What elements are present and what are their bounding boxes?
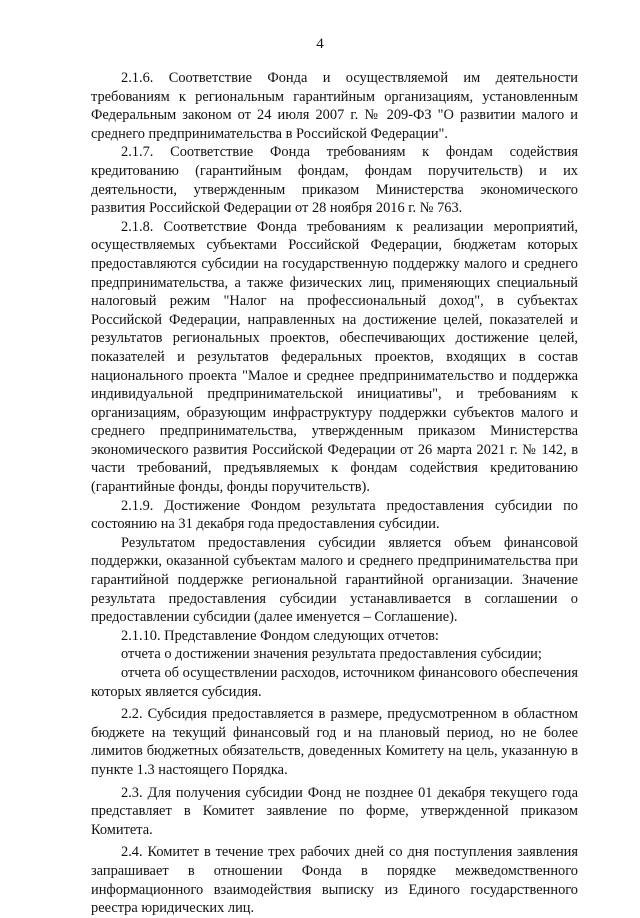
paragraph-2-1-7: 2.1.7. Соответствие Фонда требованиям к фондам содействия кредитованию (гарантийным фондам, фондам поручительств) и их деятельности, утвержденным приказом Министерства экономического развития Российской Федерации от 28 ноября 2016 г. № 763. [91,144,578,217]
paragraph-2-1-6: 2.1.6. Соответствие Фонда и осуществляемой им деятельности требованиям к региональным гарантийным организациям, установленным Федеральным законом от 24 июля 2007 г. № 209-ФЗ "О развитии малого и среднего предпринимательства в Российской Федерации". [91,70,578,142]
paragraph-2-1-9: 2.1.9. Достижение Фондом результата предоставления субсидии по состоянию на 31 декабря года предоставления субсидии. [91,497,578,533]
paragraph-report-1: отчета о достижении значения результата предоставления субсидии; [121,646,542,663]
paragraph-2-2: 2.2. Субсидия предоставляется в размере, предусмотренном в областном бюджете на текущий финансовый год и на плановый период, но не более лимитов бюджетных обязательств, доведенных Комитету на цель, указанную в пункте 1.3 настоящего Порядка. [91,706,578,778]
page-number: 4 [316,36,324,52]
paragraph-2-1-8: 2.1.8. Соответствие Фонда требованиям к реализации мероприятий, осуществляемых субъектами Российской Федерации, бюджетам которых предоставляются субсидии на государственную поддержку малого и среднего предпринимательства, а также физических лиц, применяющих специальный налоговый режим "Налог на профессиональный доход", в субъектах Российской Федерации, направленных на достижение целей, показателей и результатов региональных проектов, обеспечивающих достижение целей, показателей и результатов федеральных проектов, входящих в состав национального проекта "Малое и среднее предпринимательство и поддержка индивидуальной предпринимательской инициативы", и требованиям к организациям, образующим инфраструктуру поддержки субъектов малого и среднего предпринимательства, утвержденным приказом Министерства экономического развития Российской Федерации от 26 марта 2021 г. № 142, в части требований, предъявляемых к фондам содействия кредитованию (гарантийные фонды, фонды поручительств). [91,218,578,496]
paragraph-result: Результатом предоставления субсидии является объем финансовой поддержки, оказанной субъектам малого и среднего предпринимательства при гарантийной поддержке региональной гарантийной организации. Значение результата предоставления субсидии устанавливается в соглашении о предоставлении субсидии (далее именуется – Соглашение). [91,534,578,626]
document-body [91,69,578,918]
paragraph-2-4: 2.4. Комитет в течение трех рабочих дней со дня поступления заявления запрашивает в отношении Фонда в порядке межведомственного информационного взаимодействия выписку из Единого государственного реестра юридических лиц. [91,844,578,917]
paragraph-2-3: 2.3. Для получения субсидии Фонд не позднее 01 декабря текущего года представляет в Комитет заявление по форме, утвержденной приказом Комитета. [91,784,578,838]
paragraph-2-1-10: 2.1.10. Представление Фондом следующих отчетов: [121,627,439,644]
paragraph-report-2: отчета об осуществлении расходов, источником финансового обеспечения которых является субсидия. [91,665,578,700]
